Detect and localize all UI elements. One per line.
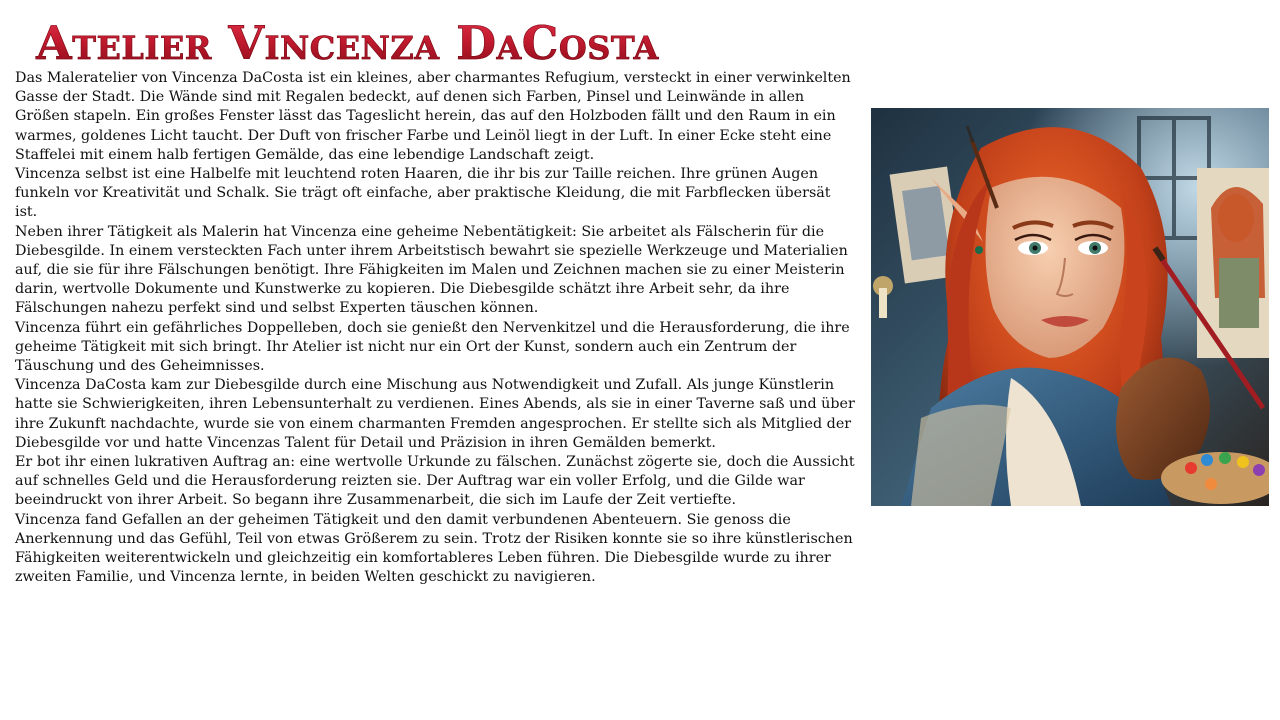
paragraph-double-life: Vincenza führt ein gefährliches Doppelleben, doch sie genießt den Nervenkitzel und die Herausforderung, die ihre geheime Tätigkeit mit sich bringt. Ihr Atelier ist nicht nur ein Ort der Kunst, sondern auch ein Zentrum der Täuschung und des Geheimnisses. [15, 319, 850, 375]
page-title: Atelier Vincenza DaCosta [36, 16, 659, 70]
portrait-image [871, 108, 1269, 506]
portrait-illustration [871, 108, 1269, 506]
paragraph-first-job: Er bot ihr einen lukrativen Auftrag an: eine wertvolle Urkunde zu fälschen. Zunächst zögerte sie, doch die Aussicht auf schnelles Geld und die Herausforderung reizten sie. Der Auftrag war ein voller Erfolg, und die Gilde war beeindruckt von ihrer Arbeit. So begann ihre Zusammenarbeit, die sich im Laufe der Zeit vertiefte. [15, 454, 855, 509]
paragraph-appearance: Vincenza selbst ist eine Halbelfe mit leuchtend roten Haaren, die ihr bis zur Taille reichen. Ihre grünen Augen funkeln vor Kreativität und Schalk. Sie trägt oft einfache, aber praktische Kleidung, die mit Farbflecken übersät ist. [15, 166, 831, 221]
body-text [15, 69, 857, 587]
paragraph-origin: Vincenza DaCosta kam zur Diebesgilde durch eine Mischung aus Notwendigkeit und Zufall. Als junge Künstlerin hatte sie Schwierigkeiten, ihren Lebensunterhalt zu verdienen. Eines Abends, als sie in einer Taverne saß und über ihre Zukunft nachdachte, wurde sie von einem charmanten Fremden angesprochen. Er stellte sich als Mitglied der Diebesgilde vor und hatte Vincenzas Talent für Detail und Präzision in ihren Gemälden bemerkt. [15, 377, 855, 451]
paragraph-studio: Das Maleratelier von Vincenza DaCosta ist ein kleines, aber charmantes Refugium, versteckt in einer verwinkelten Gasse der Stadt. Die Wände sind mit Regalen bedeckt, auf denen sich Farben, Pinsel und Leinwände in allen Größen stapeln. Ein großes Fenster lässt das Tageslicht herein, das auf den Holzboden fällt und den Raum in ein warmes, goldenes Licht taucht. Der Duft von frischer Farbe und Leinöl liegt in der Luft. In einer Ecke steht eine Staffelei mit einem halb fertigen Gemälde, das eine lebendige Landschaft zeigt. [15, 70, 851, 163]
paragraph-family: Vincenza fand Gefallen an der geheimen Tätigkeit und den damit verbundenen Abenteuern. Sie genoss die Anerkennung und das Gefühl, Teil von etwas Größerem zu sein. Trotz der Risiken konnte sie so ihre künstlerischen Fähigkeiten weiterentwickeln und gleichzeitig ein komfortableres Leben führen. Die Diebesgilde wurde zu ihrer zweiten Familie, und Vincenza lernte, in beiden Welten geschickt zu navigieren. [15, 511, 853, 586]
paragraph-side-job: Neben ihrer Tätigkeit als Malerin hat Vincenza eine geheime Nebentätigkeit: Sie arbeitet als Fälscherin für die Diebesgilde. In einem versteckten Fach unter ihrem Arbeitstisch bewahrt sie spezielle Werkzeuge und Materialien auf, die sie für ihre Fälschungen benötigt. Ihre Fähigkeiten im Malen und Zeichnen machen sie zu einer Meisterin darin, wertvolle Dokumente und Kunstwerke zu kopieren. Die Diebesgilde schätzt ihre Arbeit sehr, da ihre Fälschungen nahezu perfekt sind und selbst Experten täuschen können. [15, 223, 848, 317]
